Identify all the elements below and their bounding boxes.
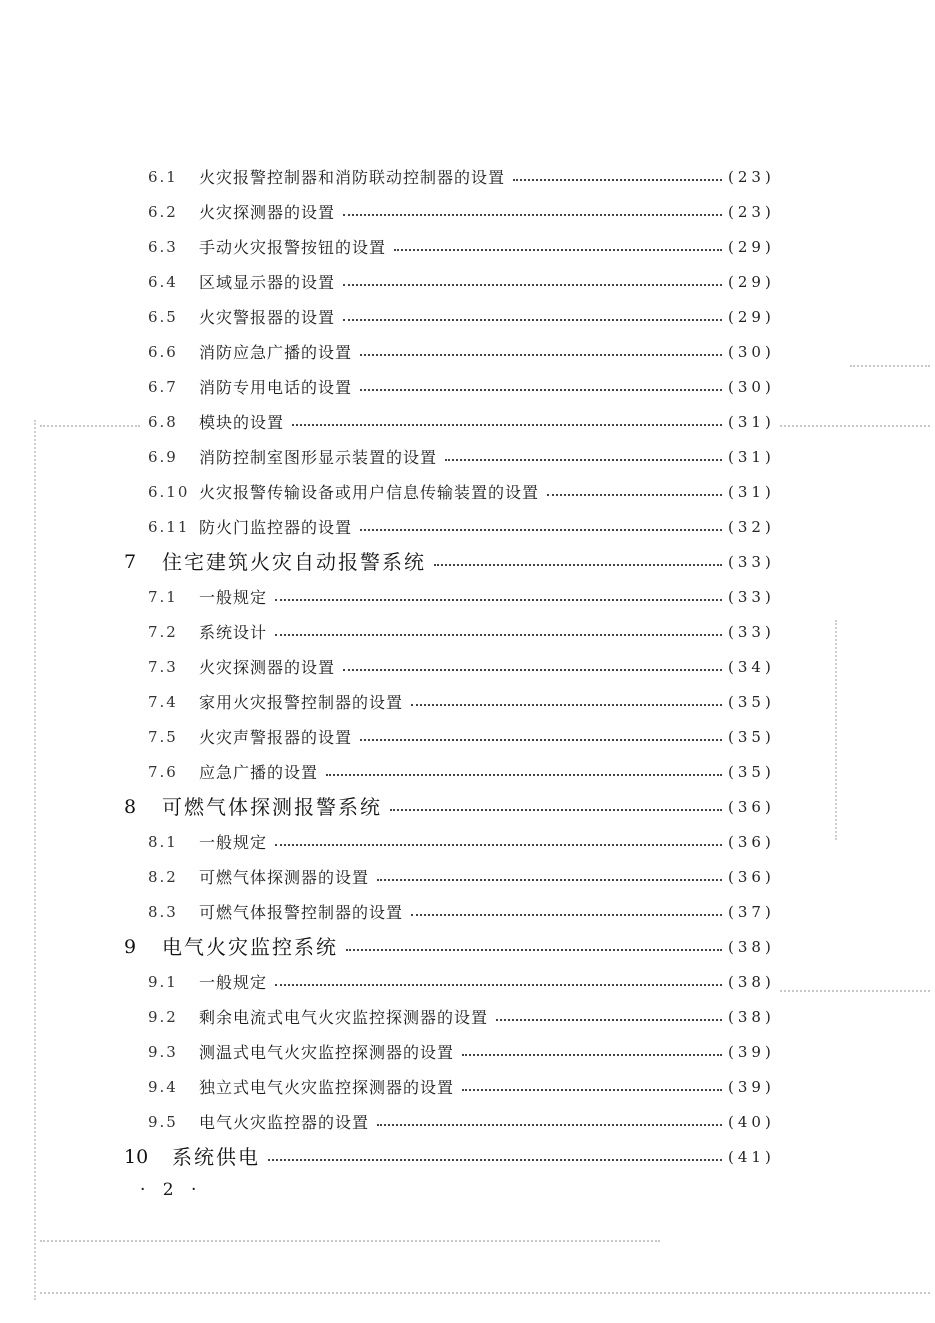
- toc-entry-page: (29): [728, 273, 775, 291]
- toc-entry-number: 7.3: [148, 658, 178, 676]
- toc-entry-number: 6.3: [148, 238, 178, 256]
- toc-section-entry: [0, 510, 935, 545]
- toc-entry-number: 7.4: [148, 693, 178, 711]
- toc-section-entry: [0, 1035, 935, 1070]
- toc-entry-title: 火灾探测器的设置: [199, 650, 341, 685]
- page-number-footer: · 2 ·: [140, 1180, 203, 1200]
- toc-entry-page: (38): [728, 973, 775, 991]
- toc-dot-leader: [462, 1087, 722, 1091]
- toc-dot-leader: [445, 457, 722, 461]
- toc-entry-page: (35): [728, 693, 775, 711]
- toc-dot-leader: [275, 982, 722, 986]
- toc-dot-leader: [377, 877, 722, 881]
- toc-dot-leader: [411, 702, 722, 706]
- toc-entry-number: 6.7: [148, 378, 178, 396]
- toc-entry-number: 6.9: [148, 448, 178, 466]
- scan-artifact: [40, 1240, 660, 1242]
- toc-entry-page: (34): [728, 658, 775, 676]
- toc-chapter-entry: [0, 545, 935, 580]
- table-of-contents: [0, 160, 935, 1175]
- toc-chapter-entry: [0, 930, 935, 965]
- toc-entry-page: (29): [728, 308, 775, 326]
- toc-section-entry: [0, 685, 935, 720]
- toc-entry-title: 消防专用电话的设置: [199, 370, 358, 405]
- toc-entry-title: 住宅建筑火灾自动报警系统: [162, 545, 432, 580]
- toc-dot-leader: [462, 1052, 722, 1056]
- toc-chapter-entry: [0, 1140, 935, 1175]
- toc-entry-page: (30): [728, 378, 775, 396]
- toc-dot-leader: [346, 947, 722, 951]
- toc-entry-page: (36): [728, 868, 775, 886]
- toc-dot-leader: [360, 352, 722, 356]
- scan-artifact: [40, 1292, 930, 1294]
- toc-entry-title: 消防应急广播的设置: [199, 335, 358, 370]
- toc-entry-title: 防火门监控器的设置: [199, 510, 358, 545]
- toc-section-entry: [0, 335, 935, 370]
- toc-entry-title: 手动火灾报警按钮的设置: [199, 230, 392, 265]
- toc-entry-page: (23): [728, 168, 775, 186]
- toc-entry-title: 可燃气体探测器的设置: [199, 860, 375, 895]
- toc-section-entry: [0, 1000, 935, 1035]
- toc-entry-page: (36): [728, 833, 775, 851]
- toc-entry-title: 火灾报警控制器和消防联动控制器的设置: [199, 160, 511, 195]
- toc-entry-title: 系统设计: [199, 615, 273, 650]
- toc-section-entry: [0, 300, 935, 335]
- toc-entry-number: 9.1: [148, 973, 178, 991]
- toc-section-entry: [0, 895, 935, 930]
- toc-dot-leader: [377, 1122, 722, 1126]
- toc-entry-number: 6.2: [148, 203, 178, 221]
- toc-entry-number: 7.2: [148, 623, 178, 641]
- toc-entry-number: 6.1: [148, 168, 178, 186]
- toc-section-entry: [0, 615, 935, 650]
- toc-dot-leader: [394, 247, 722, 251]
- toc-section-entry: [0, 1070, 935, 1105]
- toc-dot-leader: [343, 282, 722, 286]
- toc-entry-number: 6.4: [148, 273, 178, 291]
- toc-entry-title: 应急广播的设置: [199, 755, 324, 790]
- toc-entry-page: (32): [728, 518, 775, 536]
- toc-dot-leader: [360, 527, 722, 531]
- toc-entry-page: (35): [728, 763, 775, 781]
- toc-entry-title: 火灾探测器的设置: [199, 195, 341, 230]
- toc-dot-leader: [275, 632, 722, 636]
- toc-entry-page: (35): [728, 728, 775, 746]
- toc-entry-number: 6.10: [148, 483, 190, 501]
- toc-entry-number: 7.5: [148, 728, 178, 746]
- toc-entry-number: 7.6: [148, 763, 178, 781]
- toc-entry-page: (31): [728, 483, 775, 501]
- toc-entry-title: 一般规定: [199, 965, 273, 1000]
- toc-dot-leader: [360, 737, 722, 741]
- toc-entry-number: 6.11: [148, 518, 190, 536]
- toc-entry-number: 9.4: [148, 1078, 178, 1096]
- toc-entry-number: 7: [124, 551, 137, 573]
- toc-entry-page: (33): [728, 588, 775, 606]
- toc-entry-page: (41): [728, 1148, 775, 1166]
- toc-entry-title: 可燃气体报警控制器的设置: [199, 895, 409, 930]
- toc-entry-page: (30): [728, 343, 775, 361]
- toc-entry-title: 系统供电: [172, 1140, 266, 1175]
- toc-entry-number: 7.1: [148, 588, 178, 606]
- toc-entry-title: 火灾警报器的设置: [199, 300, 341, 335]
- toc-entry-title: 测温式电气火灾监控探测器的设置: [199, 1035, 460, 1070]
- toc-entry-number: 9.5: [148, 1113, 178, 1131]
- toc-entry-number: 9: [124, 936, 137, 958]
- toc-dot-leader: [360, 387, 722, 391]
- toc-entry-title: 可燃气体探测报警系统: [162, 790, 388, 825]
- toc-entry-number: 8: [124, 796, 137, 818]
- toc-entry-page: (38): [728, 1008, 775, 1026]
- toc-dot-leader: [292, 422, 722, 426]
- toc-section-entry: [0, 475, 935, 510]
- toc-entry-title: 剩余电流式电气火灾监控探测器的设置: [199, 1000, 494, 1035]
- toc-dot-leader: [547, 492, 722, 496]
- toc-section-entry: [0, 650, 935, 685]
- toc-entry-page: (37): [728, 903, 775, 921]
- toc-section-entry: [0, 265, 935, 300]
- toc-entry-number: 9.3: [148, 1043, 178, 1061]
- toc-section-entry: [0, 965, 935, 1000]
- toc-entry-number: 10: [124, 1146, 149, 1168]
- toc-entry-title: 家用火灾报警控制器的设置: [199, 685, 409, 720]
- toc-section-entry: [0, 860, 935, 895]
- toc-entry-page: (31): [728, 448, 775, 466]
- toc-entry-page: (31): [728, 413, 775, 431]
- toc-entry-title: 一般规定: [199, 580, 273, 615]
- toc-entry-number: 6.5: [148, 308, 178, 326]
- toc-entry-page: (39): [728, 1078, 775, 1096]
- toc-entry-title: 模块的设置: [199, 405, 290, 440]
- toc-entry-title: 独立式电气火灾监控探测器的设置: [199, 1070, 460, 1105]
- toc-chapter-entry: [0, 790, 935, 825]
- toc-entry-page: (39): [728, 1043, 775, 1061]
- toc-section-entry: [0, 160, 935, 195]
- toc-entry-page: (36): [728, 798, 775, 816]
- toc-entry-number: 6.8: [148, 413, 178, 431]
- toc-section-entry: [0, 755, 935, 790]
- toc-entry-page: (33): [728, 623, 775, 641]
- toc-entry-number: 8.2: [148, 868, 178, 886]
- toc-section-entry: [0, 720, 935, 755]
- toc-entry-number: 9.2: [148, 1008, 178, 1026]
- toc-section-entry: [0, 440, 935, 475]
- toc-entry-title: 火灾声警报器的设置: [199, 720, 358, 755]
- toc-entry-page: (29): [728, 238, 775, 256]
- toc-dot-leader: [326, 772, 722, 776]
- toc-dot-leader: [275, 597, 722, 601]
- toc-entry-page: (23): [728, 203, 775, 221]
- toc-entry-page: (33): [728, 553, 775, 571]
- toc-section-entry: [0, 370, 935, 405]
- toc-dot-leader: [496, 1017, 722, 1021]
- toc-dot-leader: [343, 317, 722, 321]
- toc-section-entry: [0, 825, 935, 860]
- toc-entry-number: 8.3: [148, 903, 178, 921]
- toc-section-entry: [0, 580, 935, 615]
- toc-dot-leader: [513, 177, 722, 181]
- toc-entry-page: (40): [728, 1113, 775, 1131]
- toc-dot-leader: [268, 1157, 722, 1161]
- toc-dot-leader: [434, 562, 722, 566]
- toc-entry-number: 6.6: [148, 343, 178, 361]
- toc-section-entry: [0, 195, 935, 230]
- toc-entry-title: 区域显示器的设置: [199, 265, 341, 300]
- toc-section-entry: [0, 1105, 935, 1140]
- toc-entry-page: (38): [728, 938, 775, 956]
- toc-entry-title: 电气火灾监控器的设置: [199, 1105, 375, 1140]
- toc-entry-title: 火灾报警传输设备或用户信息传输装置的设置: [199, 475, 545, 510]
- toc-entry-number: 8.1: [148, 833, 178, 851]
- toc-dot-leader: [343, 667, 722, 671]
- toc-dot-leader: [411, 912, 722, 916]
- toc-entry-title: 一般规定: [199, 825, 273, 860]
- toc-dot-leader: [390, 807, 722, 811]
- toc-dot-leader: [343, 212, 722, 216]
- toc-section-entry: [0, 230, 935, 265]
- toc-section-entry: [0, 405, 935, 440]
- toc-entry-title: 消防控制室图形显示装置的设置: [199, 440, 443, 475]
- toc-dot-leader: [275, 842, 722, 846]
- toc-entry-title: 电气火灾监控系统: [162, 930, 344, 965]
